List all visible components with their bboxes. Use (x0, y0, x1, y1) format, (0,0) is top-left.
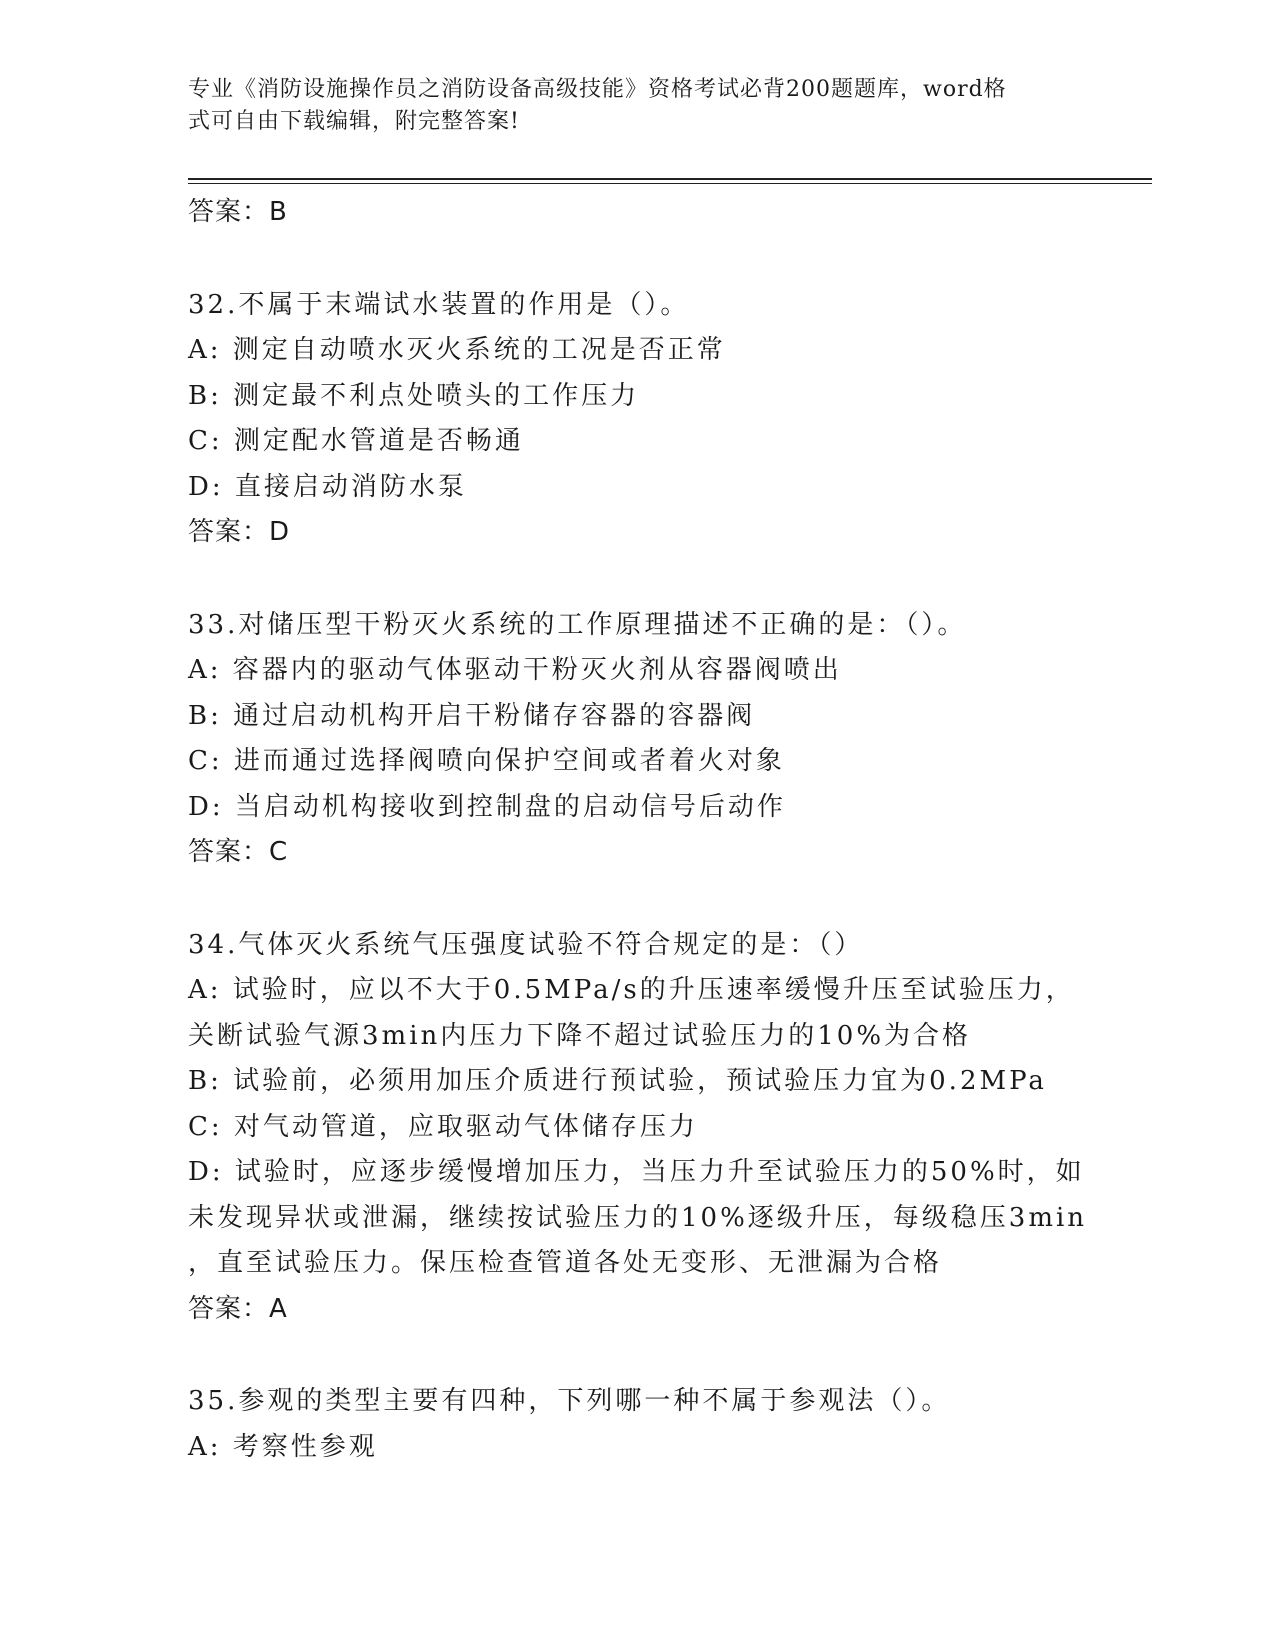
answer-line: 答案：C (188, 837, 289, 867)
answer-line: 答案：D (188, 517, 291, 547)
header-line-1: 专业《消防设施操作员之消防设备高级技能》资格考试必背200题题库，word格 (188, 77, 1007, 102)
option-b: B: 通过启动机构开启干粉储存容器的容器阀 (188, 700, 756, 731)
option-d-continued-2: ，直至试验压力。保压检查管道各处无变形、无泄漏为合格 (188, 1248, 943, 1278)
option-b: B: 测定最不利点处喷头的工作压力 (188, 380, 640, 411)
option-a: A: 容器内的驱动气体驱动干粉灭火剂从容器阀喷出 (188, 655, 842, 685)
option-a: A: 考察性参观 (188, 1431, 378, 1462)
header-divider-thick (188, 178, 1152, 180)
option-a: A: 测定自动喷水灭火系统的工况是否正常 (188, 335, 726, 365)
question-32 (188, 283, 1128, 556)
question-list (188, 190, 1128, 1470)
option-c: C: 进而通过选择阀喷向保护空间或者着火对象 (188, 746, 785, 776)
option-c: C: 测定配水管道是否畅通 (188, 426, 524, 456)
question-33 (188, 603, 1128, 876)
document-header (188, 74, 1068, 138)
spacer (188, 236, 1128, 283)
option-a-continued: 关断试验气源3min内压力下降不超过试验压力的10%为合格 (188, 1020, 972, 1051)
option-d-continued: 未发现异状或泄漏，继续按试验压力的10%逐级升压，每级稳压3min (188, 1202, 1088, 1233)
answer-line: 答案：A (188, 1293, 288, 1324)
option-b: B: 试验前，必须用加压介质进行预试验，预试验压力宜为0.2MPa (188, 1066, 1047, 1096)
spacer (188, 1332, 1128, 1379)
option-d: D: 试验时，应逐步缓慢增加压力，当压力升至试验压力的50%时，如 (188, 1157, 1085, 1187)
option-c: C: 对气动管道，应取驱动气体储存压力 (188, 1111, 698, 1142)
option-a: A: 试验时，应以不大于0.5MPa/s的升压速率缓慢升压至试验压力， (188, 975, 1075, 1005)
option-d: D: 当启动机构接收到控制盘的启动信号后动作 (188, 791, 786, 822)
question-stem: 32.不属于末端试水装置的作用是（）。 (188, 289, 690, 320)
question-35 (188, 1379, 1128, 1470)
question-stem: 33.对储压型干粉灭火系统的工作原理描述不正确的是：（）。 (188, 609, 967, 640)
answer-line-prev: 答案：B (188, 197, 288, 227)
question-stem: 35.参观的类型主要有四种，下列哪一种不属于参观法（）。 (188, 1386, 951, 1416)
question-stem: 34.气体灭火系统气压强度试验不符合规定的是：（） (188, 929, 864, 960)
header-divider-thin (188, 183, 1152, 184)
spacer (188, 556, 1128, 603)
question-34 (188, 923, 1128, 1333)
option-d: D: 直接启动消防水泵 (188, 471, 467, 502)
header-line-2: 式可自由下载编辑，附完整答案! (188, 109, 520, 134)
spacer (188, 876, 1128, 923)
